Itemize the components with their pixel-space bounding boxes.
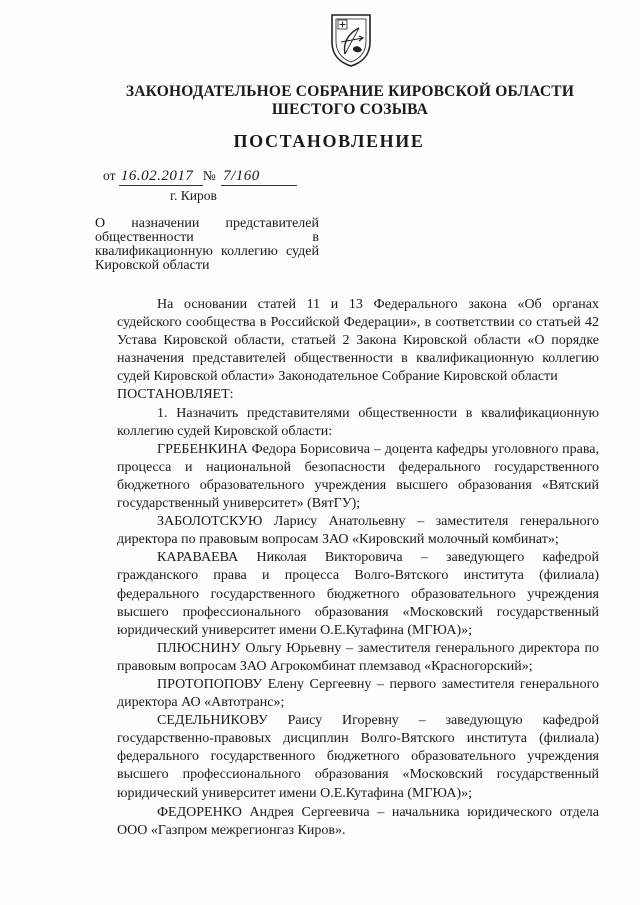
document-date: 16.02.2017	[120, 168, 194, 184]
appointee-position: – начальника юридического отдела ООО «Газпром межрегионгаз Киров».	[117, 804, 599, 838]
appointee-paragraph	[117, 549, 599, 639]
document-title: ПОСТАНОВЛЕНИЕ	[233, 131, 425, 151]
appointee-position: – первого заместителя генерального директора АО «Автотранс»;	[117, 676, 599, 711]
appointee-position: – доцента кафедры уголовного права, процесса и национальной безопасности федерального государственного бюджетного образовательного учреждения высшего образования «Вятский государственный университет» (ВятГУ);	[117, 441, 599, 512]
appointee-name: ПРОТОПОПОВУ Елену Сергеевну	[157, 676, 372, 692]
document-subject: О назначении представителей общественности в квалификационную коллегию судей Кировской области	[95, 216, 319, 273]
appointee-position: – заведующего кафедрой гражданского права и процесса Волго-Вятского института (филиала) федерального государственного бюджетного образовательного учреждения высшего профессионального образования «Московский государственный юридический университет имени О.Е.Кутафина (МГЮА)»;	[117, 550, 600, 638]
document-number: 7/160	[223, 168, 260, 184]
number-prefix: №	[202, 168, 216, 183]
appointee-paragraph	[117, 513, 599, 549]
appointee-name: ФЕДОРЕНКО Андрея Сергеевича	[157, 804, 370, 820]
date-number-line	[103, 168, 297, 186]
appointee-paragraph	[117, 804, 599, 840]
appointee-paragraph	[117, 712, 599, 802]
document-body	[117, 296, 599, 840]
appointee-name: ГРЕБЕНКИНА Федора Борисовича	[157, 441, 371, 457]
appointee-position: – заместителя генерального директора по правовым вопросам ЗАО «Кировский молочный комбинат»;	[117, 514, 599, 548]
date-prefix: от	[103, 168, 116, 183]
appointee-paragraph	[117, 676, 599, 712]
appointee-name: СЕДЕЛЬНИКОВУ Раису Игоревну	[157, 713, 399, 729]
appointee-position: – заместителя генерального директора по правовым вопросам ЗАО Агрокомбинат племзавод «Красногорский»;	[117, 640, 600, 674]
decree-word: ПОСТАНОВЛЯЕТ:	[117, 387, 234, 403]
appointee-paragraph	[117, 640, 599, 676]
organization-name: ЗАКОНОДАТЕЛЬНОЕ СОБРАНИЕ КИРОВСКОЙ ОБЛАСТИ	[125, 83, 575, 100]
item-1: 1. Назначить представителями общественности в квалификационную коллегию судей Кировской области:	[117, 405, 599, 439]
coat-of-arms-icon	[329, 12, 373, 68]
appointee-name: КАРАВАЕВА Николая Викторовича	[157, 550, 403, 566]
city: г. Киров	[170, 188, 217, 203]
appointee-position: – заведующую кафедрой государственно-правовых дисциплин Волго-Вятского института (филиала) федерального государственного бюджетного образовательного учреждения высшего профессионального образования «Московский государственный юридический университет имени О.Е.Кутафина (МГЮА)»;	[117, 713, 599, 801]
appointee-paragraph	[117, 441, 599, 513]
convocation: ШЕСТОГО СОЗЫВА	[271, 101, 429, 118]
preamble: На основании статей 11 и 13 Федерального закона «Об органах судейского сообщества в Российской Федерации», в соответствии со статьей 42 Устава Кировской области, статьей 2 Закона Кировской области «О порядке назначения представителей общественности в квалификационную коллегию судей Кировской области» Законодательное Собрание Кировской области	[117, 297, 599, 385]
appointee-name: ПЛЮСНИНУ Ольгу Юрьевну	[157, 640, 342, 656]
appointee-name: ЗАБОЛОТСКУЮ Ларису Анатольевну	[157, 514, 406, 530]
